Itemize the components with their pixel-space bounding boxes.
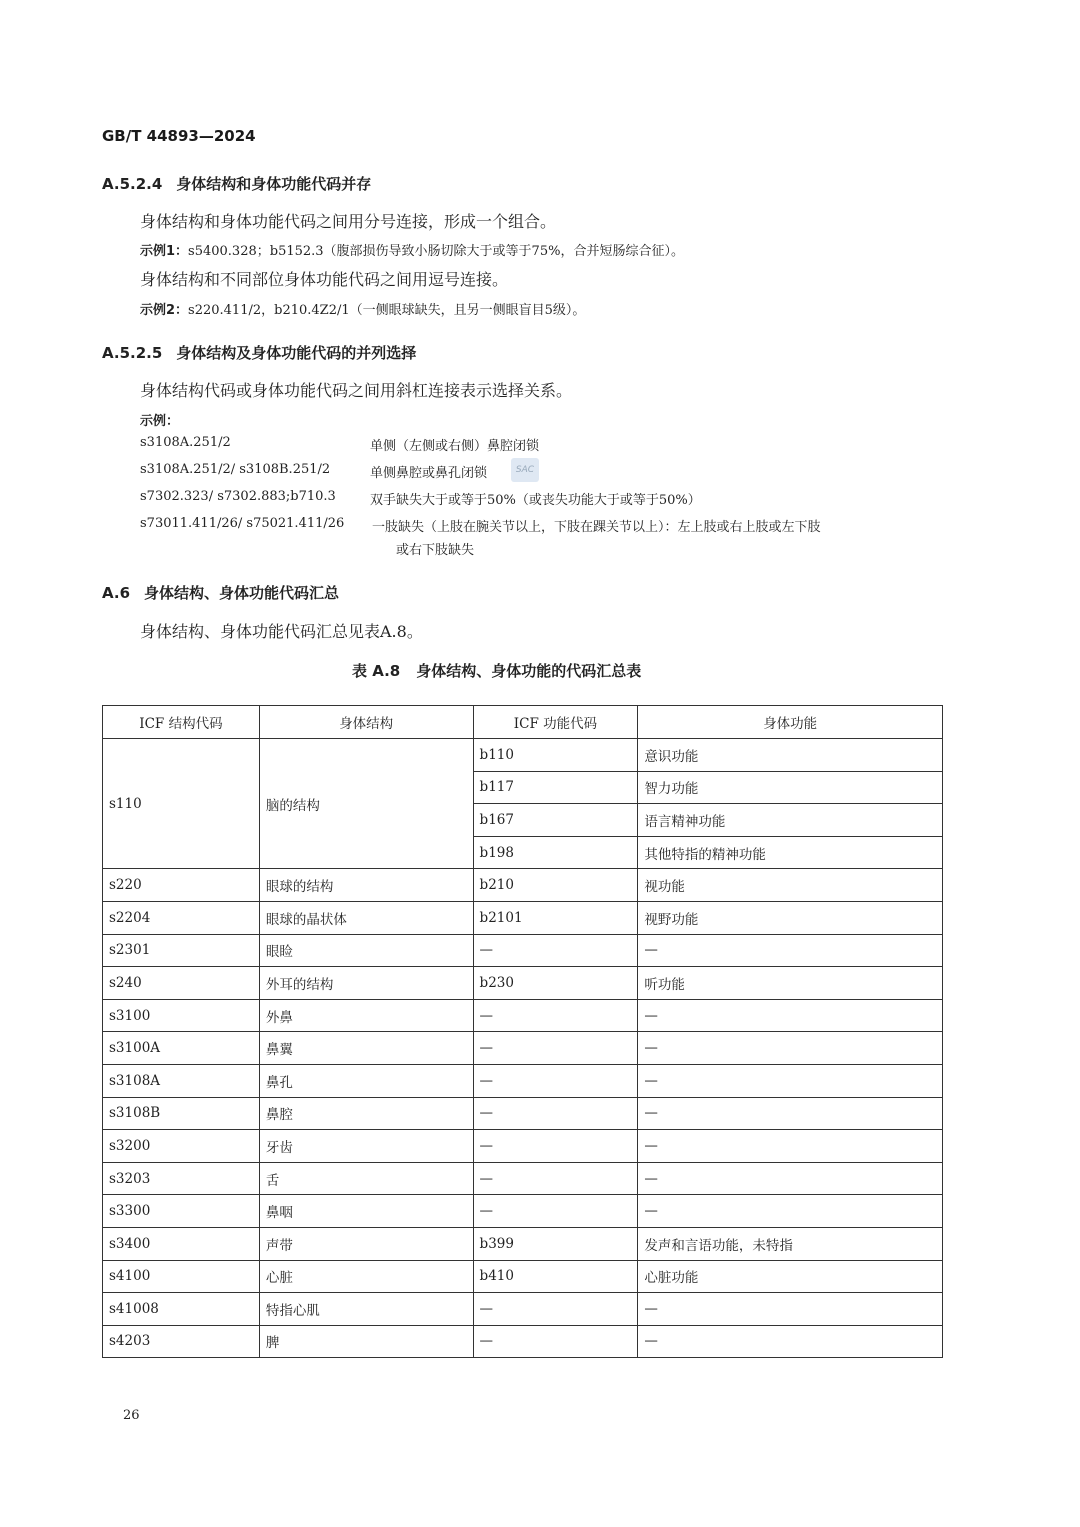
example-code: s3108A.251/2 xyxy=(140,435,231,450)
structure-code-cell: s2301 xyxy=(103,934,260,967)
function-name-cell: — xyxy=(638,1325,943,1358)
table-row xyxy=(103,1195,943,1228)
structure-name-cell: 外耳的结构 xyxy=(259,967,473,1000)
structure-name-cell: 心脏 xyxy=(259,1260,473,1293)
section-number: A.5.2.4 xyxy=(102,175,163,193)
function-code-cell: b399 xyxy=(473,1227,638,1260)
example-code: s7302.323/ s7302.883;b710.3 xyxy=(140,489,336,504)
structure-name-cell: 舌 xyxy=(259,1162,473,1195)
structure-name-cell: 脑的结构 xyxy=(259,739,473,869)
table-header-row xyxy=(103,706,943,739)
structure-code-cell: s110 xyxy=(103,739,260,869)
function-name-cell: 语言精神功能 xyxy=(638,804,943,837)
section-number: A.6 xyxy=(102,584,131,602)
function-code-cell: b110 xyxy=(473,739,638,772)
column-header: 身体功能 xyxy=(638,706,943,739)
example-code: s3108A.251/2/ s3108B.251/2 xyxy=(140,462,331,477)
structure-name-cell: 鼻腔 xyxy=(259,1097,473,1130)
document-id: GB/T 44893—2024 xyxy=(102,127,256,145)
structure-name-cell: 眼球的晶状体 xyxy=(259,901,473,934)
table-caption-title: 身体结构、身体功能的代码汇总表 xyxy=(416,662,642,680)
function-name-cell: — xyxy=(638,1195,943,1228)
example-desc: 双手缺失大于或等于50%（或丧失功能大于或等于50%） xyxy=(370,493,701,508)
example-desc-continued: 或右下肢缺失 xyxy=(396,543,475,558)
function-code-cell: b410 xyxy=(473,1260,638,1293)
structure-name-cell: 脾 xyxy=(259,1325,473,1358)
table-row xyxy=(103,739,943,772)
table-row xyxy=(103,1325,943,1358)
function-name-cell: — xyxy=(638,1032,943,1065)
example-text: s220.411/2，b210.4Z2/1（一侧眼球缺失，且另一侧眼盲目5级）。 xyxy=(188,303,586,318)
function-code-cell: b2101 xyxy=(473,901,638,934)
example-label: 示例1： xyxy=(140,244,189,259)
example-label: 示例： xyxy=(140,414,180,429)
table-row xyxy=(103,934,943,967)
table-row xyxy=(103,1097,943,1130)
function-code-cell: — xyxy=(473,1064,638,1097)
table-caption xyxy=(352,660,641,681)
example-2 xyxy=(140,299,585,318)
column-header: 身体结构 xyxy=(259,706,473,739)
table-row xyxy=(103,1064,943,1097)
function-code-cell: — xyxy=(473,1195,638,1228)
paragraph: 身体结构和不同部位身体功能代码之间用逗号连接。 xyxy=(140,270,509,289)
structure-code-cell: s220 xyxy=(103,869,260,902)
section-title: 身体结构、身体功能代码汇总 xyxy=(144,584,340,602)
section-title: 身体结构及身体功能代码的并列选择 xyxy=(176,344,417,362)
example-label-line xyxy=(140,410,179,429)
function-code-cell: — xyxy=(473,1032,638,1065)
function-name-cell: — xyxy=(638,934,943,967)
function-name-cell: — xyxy=(638,1064,943,1097)
table-row xyxy=(103,1293,943,1326)
function-code-cell: b167 xyxy=(473,804,638,837)
structure-code-cell: s3300 xyxy=(103,1195,260,1228)
function-code-cell: b198 xyxy=(473,836,638,869)
function-code-cell: — xyxy=(473,1325,638,1358)
table-row xyxy=(103,1162,943,1195)
section-heading-a525 xyxy=(102,342,416,363)
function-name-cell: — xyxy=(638,1293,943,1326)
section-heading-a524 xyxy=(102,173,371,194)
column-header: ICF 功能代码 xyxy=(473,706,638,739)
function-code-cell: — xyxy=(473,934,638,967)
paragraph: 身体结构、身体功能代码汇总见表A.8。 xyxy=(140,622,423,641)
structure-code-cell: s3200 xyxy=(103,1130,260,1163)
structure-code-cell: s4100 xyxy=(103,1260,260,1293)
example-desc: 单侧鼻腔或鼻孔闭锁 xyxy=(370,466,488,481)
table-row xyxy=(103,1130,943,1163)
function-code-cell: — xyxy=(473,1162,638,1195)
table-row xyxy=(103,1227,943,1260)
function-name-cell: 心脏功能 xyxy=(638,1260,943,1293)
function-name-cell: 视野功能 xyxy=(638,901,943,934)
function-name-cell: 其他特指的精神功能 xyxy=(638,836,943,869)
structure-name-cell: 特指心肌 xyxy=(259,1293,473,1326)
structure-code-cell: s3100A xyxy=(103,1032,260,1065)
function-name-cell: — xyxy=(638,1097,943,1130)
function-code-cell: b210 xyxy=(473,869,638,902)
watermark-logo: SAC xyxy=(511,458,539,482)
table-row xyxy=(103,1260,943,1293)
page-number: 26 xyxy=(123,1408,140,1423)
structure-name-cell: 眼球的结构 xyxy=(259,869,473,902)
function-code-cell: — xyxy=(473,1097,638,1130)
function-code-cell: — xyxy=(473,1293,638,1326)
structure-code-cell: s3203 xyxy=(103,1162,260,1195)
table-row xyxy=(103,1032,943,1065)
function-name-cell: 听功能 xyxy=(638,967,943,1000)
structure-code-cell: s3400 xyxy=(103,1227,260,1260)
function-name-cell: 智力功能 xyxy=(638,771,943,804)
function-name-cell: 视功能 xyxy=(638,869,943,902)
structure-name-cell: 声带 xyxy=(259,1227,473,1260)
function-code-cell: — xyxy=(473,999,638,1032)
example-desc: 一肢缺失（上肢在腕关节以上，下肢在踝关节以上）：左上肢或右上肢或左下肢 xyxy=(372,520,821,535)
example-desc: 单侧（左侧或右侧）鼻腔闭锁 xyxy=(370,439,540,454)
structure-name-cell: 眼睑 xyxy=(259,934,473,967)
function-name-cell: 发声和言语功能，未特指 xyxy=(638,1227,943,1260)
table-row xyxy=(103,967,943,1000)
section-number: A.5.2.5 xyxy=(102,344,163,362)
example-text: s5400.328；b5152.3（腹部损伤导致小肠切除大于或等于75%，合并短肠综合征）。 xyxy=(188,244,684,259)
structure-code-cell: s3108A xyxy=(103,1064,260,1097)
table-row xyxy=(103,999,943,1032)
table-row xyxy=(103,869,943,902)
example-label: 示例2： xyxy=(140,303,189,318)
example-1 xyxy=(140,240,684,259)
paragraph: 身体结构和身体功能代码之间用分号连接，形成一个组合。 xyxy=(140,212,557,231)
structure-name-cell: 鼻翼 xyxy=(259,1032,473,1065)
section-heading-a6 xyxy=(102,582,339,603)
function-code-cell: b230 xyxy=(473,967,638,1000)
function-name-cell: — xyxy=(638,1162,943,1195)
column-header: ICF 结构代码 xyxy=(103,706,260,739)
paragraph: 身体结构代码或身体功能代码之间用斜杠连接表示选择关系。 xyxy=(140,381,573,400)
structure-name-cell: 牙齿 xyxy=(259,1130,473,1163)
structure-code-cell: s3100 xyxy=(103,999,260,1032)
structure-code-cell: s3108B xyxy=(103,1097,260,1130)
section-title: 身体结构和身体功能代码并存 xyxy=(176,175,372,193)
structure-code-cell: s41008 xyxy=(103,1293,260,1326)
function-name-cell: 意识功能 xyxy=(638,739,943,772)
function-code-cell: — xyxy=(473,1130,638,1163)
structure-code-cell: s240 xyxy=(103,967,260,1000)
code-summary-table xyxy=(102,705,943,1358)
function-code-cell: b117 xyxy=(473,771,638,804)
structure-name-cell: 外鼻 xyxy=(259,999,473,1032)
example-code: s73011.411/26/ s75021.411/26 xyxy=(140,516,345,531)
structure-code-cell: s2204 xyxy=(103,901,260,934)
function-name-cell: — xyxy=(638,999,943,1032)
function-name-cell: — xyxy=(638,1130,943,1163)
table-caption-number: 表 A.8 xyxy=(352,662,401,680)
table-row xyxy=(103,901,943,934)
structure-name-cell: 鼻咽 xyxy=(259,1195,473,1228)
structure-name-cell: 鼻孔 xyxy=(259,1064,473,1097)
structure-code-cell: s4203 xyxy=(103,1325,260,1358)
